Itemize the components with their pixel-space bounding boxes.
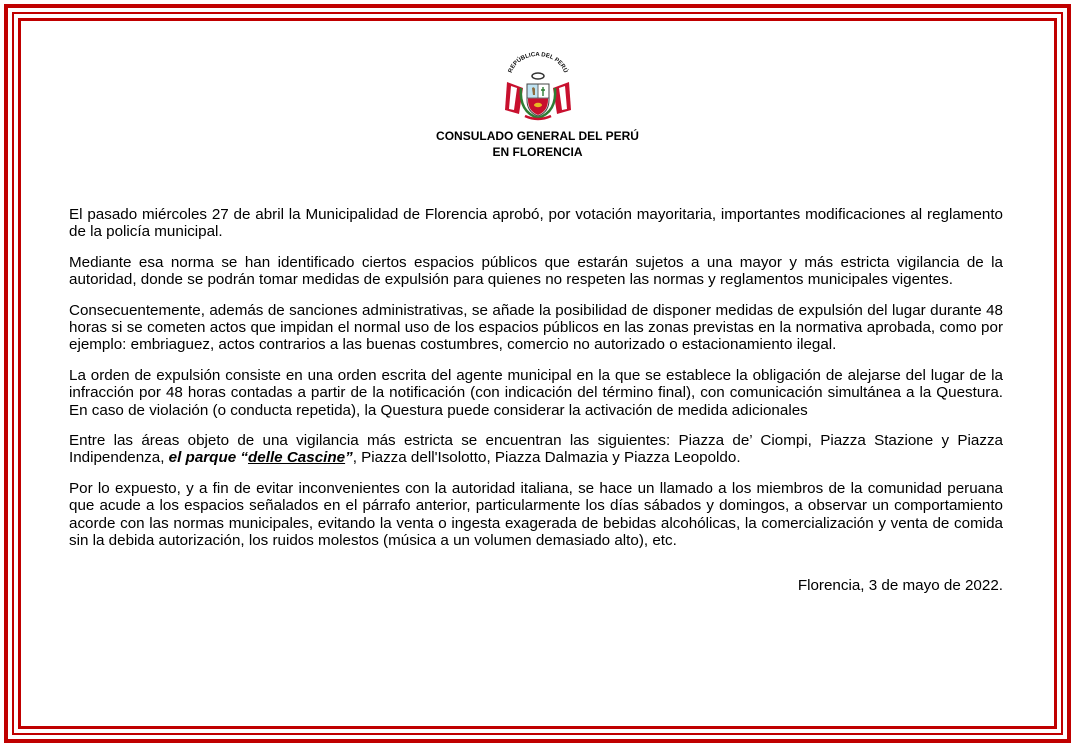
letterhead [0, 52, 1075, 160]
date-signature: Florencia, 3 de mayo de 2022. [797, 576, 1003, 594]
park-name-emphasis [169, 449, 353, 466]
peru-coat-of-arms-icon [497, 52, 579, 124]
paragraph-1: El pasado miércoles 27 de abril la Municipalidad de Florencia aprobó, por votación mayoritaria, importantes modificaciones al reglamento de la policía municipal. [69, 206, 1003, 241]
paragraph-3: Consecuentemente, además de sanciones administrativas, se añade la posibilidad de disponer medidas de expulsión del lugar durante 48 horas si se cometen actos que impidan el normal uso de los espacios públicos en las zonas previstas en la normativa aprobada, como por ejemplo: embriaguez, actos contrarios a las buenas costumbres, comercio no autorizado o estacionamiento ilegal. [69, 301, 1003, 354]
park-quote-close: ” [345, 449, 353, 467]
paragraph-5 [69, 432, 1003, 467]
letter-body [69, 206, 1003, 607]
svg-text:REPÚBLICA DEL PERÚ: REPÚBLICA DEL PERÚ [507, 52, 568, 74]
park-prefix: el parque “ [168, 449, 248, 467]
park-name-underlined: delle Cascine [248, 449, 346, 467]
paragraph-4: La orden de expulsión consiste en una orden escrita del agente municipal en la que se establece la obligación de alejarse del lugar de la infracción por 48 horas contadas a partir de la notificación (con indicación del término final), con comunicación simultánea a la Questura. En caso de violación (o conducta repetida), la Questura puede considerar la activación de medida adicionales [69, 366, 1003, 419]
org-line-1: CONSULADO GENERAL DEL PERÚ [436, 129, 639, 143]
paragraph-5-start: Entre las áreas objeto de una vigilancia más estricta se encuentran las siguientes: Piazza de’ Ciompi, Piazza Stazione y Piazza Indipendenza, [69, 432, 1003, 467]
consulate-name [0, 128, 1075, 160]
paragraph-5-end: , Piazza dell'Isolotto, Piazza Dalmazia y Piazza Leopoldo. [352, 449, 741, 467]
org-line-2: EN FLORENCIA [492, 145, 583, 159]
paragraph-2: Mediante esa norma se han identificado ciertos espacios públicos que estarán sujetos a una mayor y más estricta vigilancia de la autoridad, donde se podrán tomar medidas de expulsión para quienes no respeten las normas y reglamentos municipales vigentes. [69, 253, 1003, 289]
paragraph-6: Por lo expuesto, y a fin de evitar inconvenientes con la autoridad italiana, se hace un llamado a los miembros de la comunidad peruana que acude a los espacios señalados en el párrafo anterior, particularmente los días sábados y domingos, a observar un comportamiento acorde con las normas municipales, evitando la venta o ingesta exagerada de bebidas alcohólicas, la comercialización y venta de comida sin la debida autorización, los ruidos molestos (música a un volumen demasiado alto), etc. [69, 479, 1003, 550]
